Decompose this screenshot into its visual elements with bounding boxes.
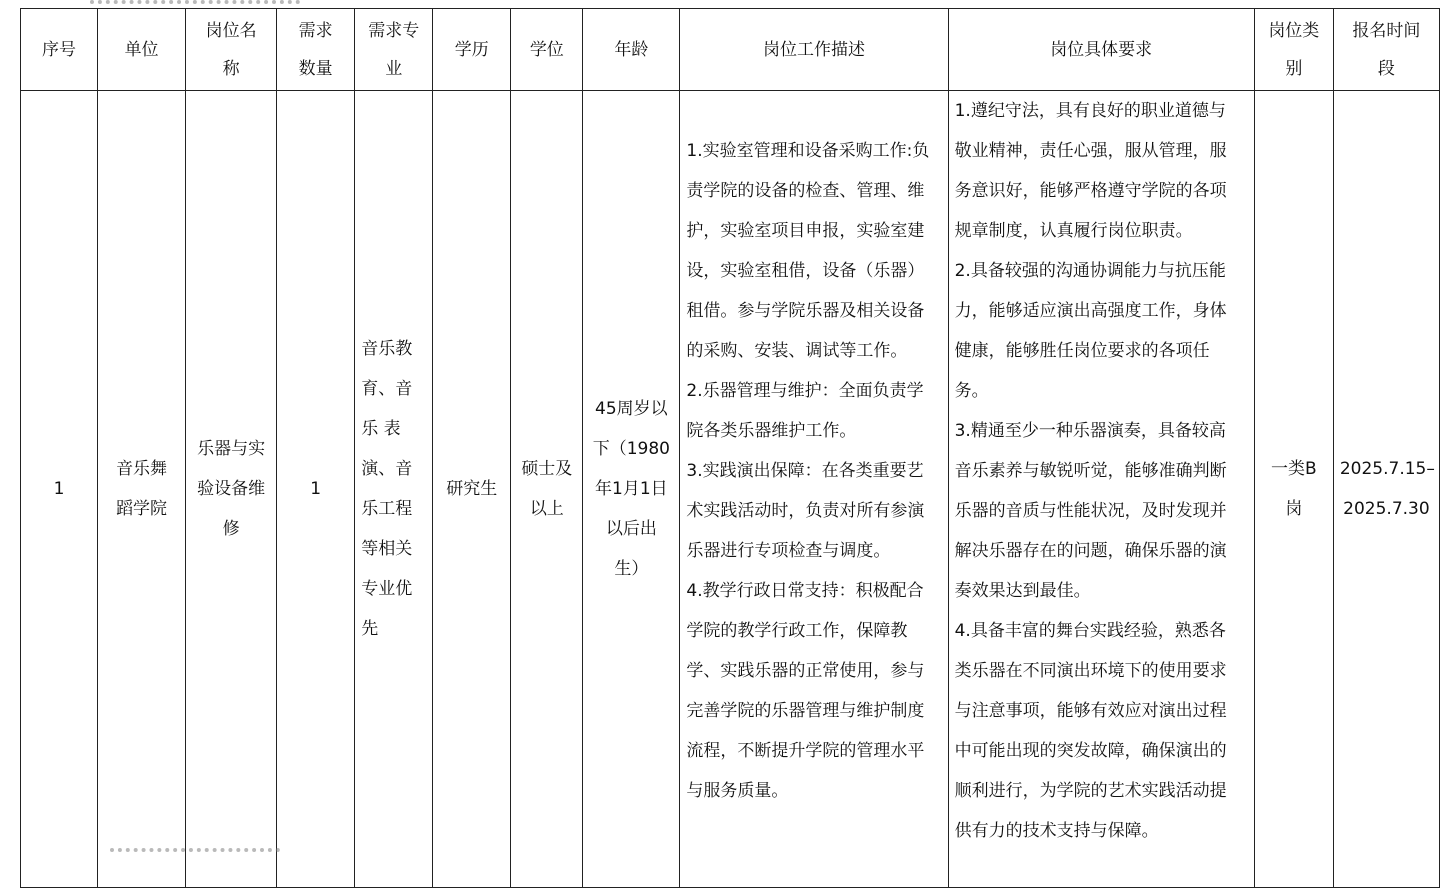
cell-post-name: 乐器与实 验设备维 修 bbox=[186, 91, 277, 888]
header-duties: 岗位工作描述 bbox=[680, 9, 948, 91]
header-requirements: 岗位具体要求 bbox=[948, 9, 1254, 91]
header-major: 需求专 业 bbox=[355, 9, 433, 91]
cell-quantity: 1 bbox=[277, 91, 355, 888]
cell-requirements: 1.遵纪守法，具有良好的职业道德与 敬业精神，责任心强，服从管理，服 务意识好，能够严格遵守学院的各项 规章制度，认真履行岗位职责。 2.具备较强的沟通协调能力与抗压能 力，能够适应演出高强度工作，身体 健康，能够胜任岗位要求的各项任 务。 3.精通至少一种乐器演奏，具备较高 音乐素养与敏锐听觉，能够准确判断 乐器的音质与性能状况，及时发现并 解决乐器存在的问题，确保乐器的演 奏效果达到最佳。 4.具备丰富的舞台实践经验，熟悉各 类乐器在不同演出环境下的使用要求 与注意事项，能够有效应对演出过程 中可能出现的突发故障，确保演出的 顺利进行，为学院的艺术实践活动提 供有力的技术支持与保障。 bbox=[948, 91, 1254, 888]
cell-unit: 音乐舞 蹈学院 bbox=[98, 91, 186, 888]
cropped-text-fragment-bottom bbox=[110, 848, 280, 858]
header-quantity: 需求 数量 bbox=[277, 9, 355, 91]
cell-duties: 1.实验室管理和设备采购工作:负 责学院的设备的检查、管理、维 护，实验室项目申报，实验室建 设，实验室租借，设备（乐器） 租借。参与学院乐器及相关设备 的采购、安装、调试等工作。 2.乐器管理与维护：全面负责学 院各类乐器维护工作。 3.实践演出保障：在各类重要艺 术实践活动时，负责对所有参演 乐器进行专项检查与调度。 4.教学行政日常支持：积极配合 学院的教学行政工作，保障教 学、实践乐器的正常使用，参与 完善学院的乐器管理与维护制度 流程，不断提升学院的管理水平 与服务质量。 bbox=[680, 91, 948, 888]
cell-no: 1 bbox=[21, 91, 98, 888]
header-age: 年龄 bbox=[583, 9, 680, 91]
table-row bbox=[21, 91, 1440, 888]
cell-period: 2025.7.15– 2025.7.30 bbox=[1333, 91, 1439, 888]
cell-major: 音乐教 育、音 乐 表 演、音 乐工程 等相关 专业优 先 bbox=[355, 91, 433, 888]
header-post-name: 岗位名 称 bbox=[186, 9, 277, 91]
cell-education: 研究生 bbox=[433, 91, 511, 888]
header-row bbox=[21, 9, 1440, 91]
cell-age: 45周岁以 下（1980 年1月1日 以后出 生） bbox=[583, 91, 680, 888]
header-education: 学历 bbox=[433, 9, 511, 91]
header-degree: 学位 bbox=[511, 9, 583, 91]
cell-category: 一类B 岗 bbox=[1254, 91, 1333, 888]
header-category: 岗位类 别 bbox=[1254, 9, 1333, 91]
header-unit: 单位 bbox=[98, 9, 186, 91]
header-period: 报名时间 段 bbox=[1333, 9, 1439, 91]
header-no: 序号 bbox=[21, 9, 98, 91]
job-posting-table bbox=[20, 8, 1440, 888]
cell-degree: 硕士及 以上 bbox=[511, 91, 583, 888]
